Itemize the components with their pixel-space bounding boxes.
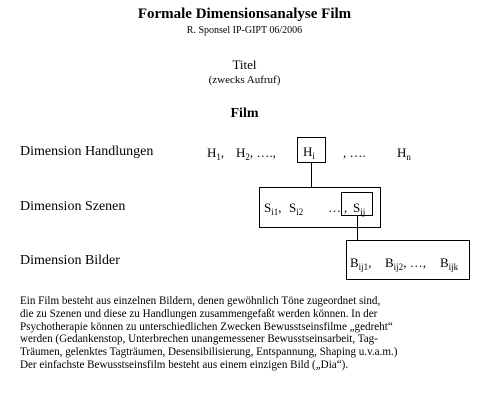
szene-sij-sep: , [344, 200, 348, 215]
handlung-h1: $H_1$, [207, 145, 225, 162]
bild-b1: $B_{ij1}$, [350, 255, 372, 272]
szene-sij: $S_{ij}$ [353, 200, 366, 217]
dimension-szenen-label: Dimension Szenen [20, 199, 126, 214]
titel-label: Titel [232, 57, 257, 72]
handlung-h2: $H_2$, …., [236, 145, 276, 162]
szene-ellipsis: … [328, 200, 341, 215]
handlung-hi: $H_i$ [303, 144, 315, 161]
page-title: Formale Dimensionsanalyse Film [137, 6, 352, 22]
szene-s2: $S_{i2}$ [289, 200, 304, 217]
description-line: werden (Gedankenstop, Unterbrechen unangemessener Bewusstseinsarbeit, Tag- [20, 333, 378, 346]
description-line: Ein Film besteht aus einzelnen Bildern, denen gewöhnlich Töne zugeordnet sind, [20, 295, 381, 307]
titel-note: (zwecks Aufruf) [208, 74, 281, 86]
dimension-handlungen-label: Dimension Handlungen [20, 144, 154, 159]
film-heading: Film [230, 106, 259, 121]
author-line: R. Sponsel IP-GIPT 06/2006 [186, 25, 303, 36]
handlung-hn: $H_n$ [397, 145, 411, 162]
dimension-bilder-label: Dimension Bilder [20, 253, 120, 268]
description-line: Der einfachste Bewusstseinsfilm besteht aus einem einzigen Bild („Dia“). [20, 358, 349, 371]
handlung-separator: , …. [343, 145, 366, 160]
description-line: Träumen, gelenktes Tagträumen, Desensibilisierung, Entspannung, Shaping u.v.a.m.) [20, 346, 398, 359]
description-line: Psychotherapie können zu unterschiedlichen Zwecken Bewusstseinsfilme „gedreht“ [20, 320, 393, 333]
bild-bk: $B_{ijk}$ [440, 255, 459, 272]
description-line: die zu Szenen und diese zu Handlungen zusammengefaßt werden können. In der [20, 307, 378, 320]
connector-sij-bilder [357, 216, 358, 240]
szene-s1: $S_{i1}$, [264, 200, 282, 217]
description-paragraph [20, 295, 485, 372]
bild-b2: $B_{ij2}$, …, [385, 255, 426, 272]
connector-hi-szenen [311, 163, 312, 187]
